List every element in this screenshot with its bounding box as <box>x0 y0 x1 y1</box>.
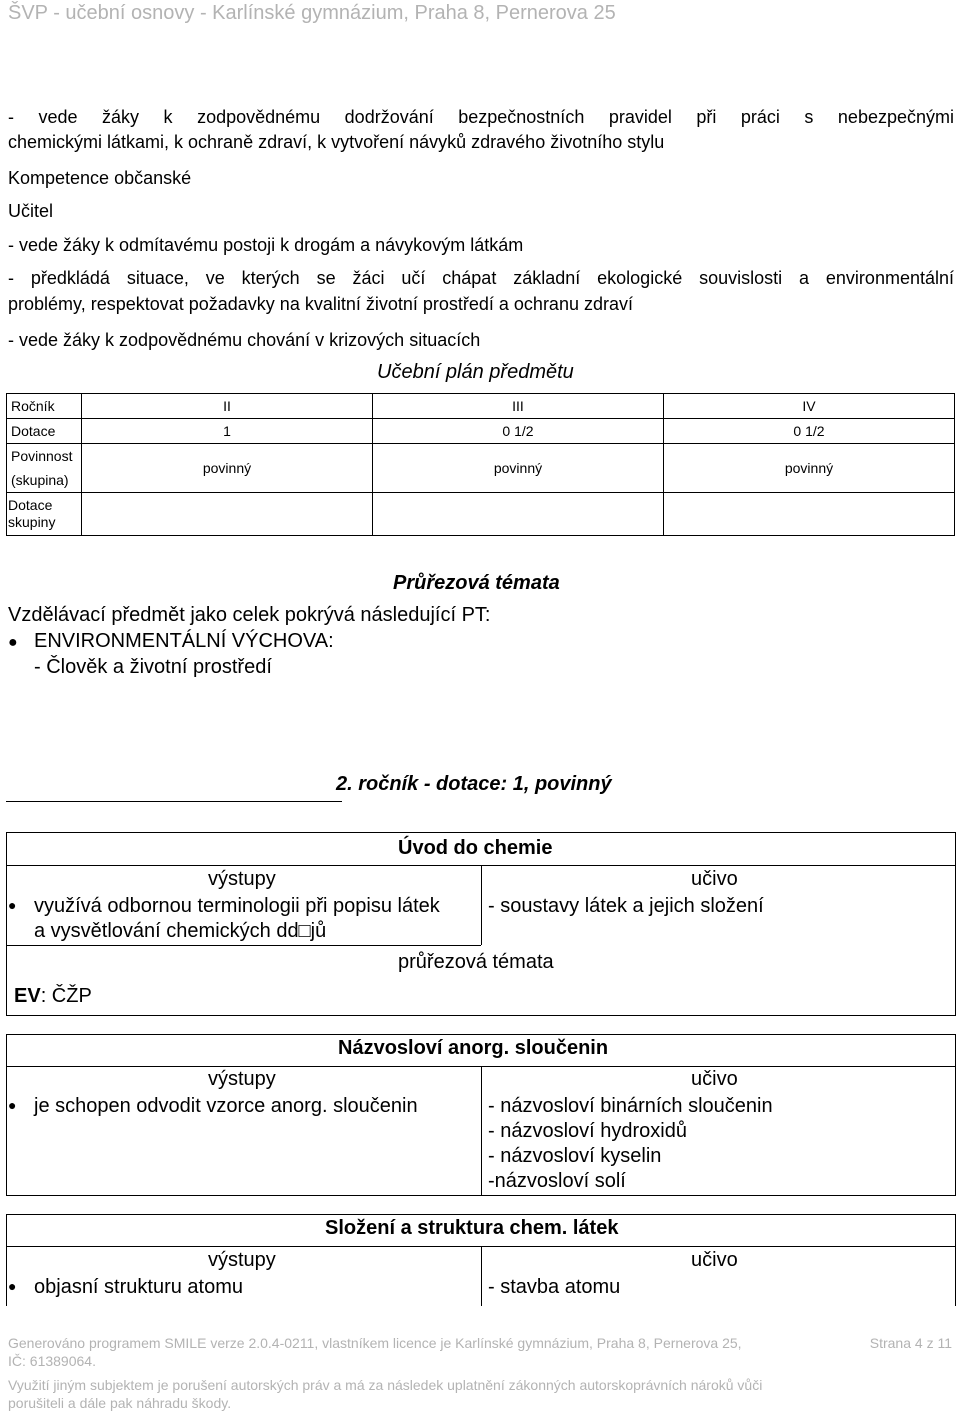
table-row <box>7 444 955 493</box>
divider <box>481 1066 482 1196</box>
bullet-icon <box>8 895 34 917</box>
teacher-label: Učitel <box>8 201 54 221</box>
page-number: Strana 4 z 11 <box>869 1335 952 1351</box>
themes-sub-item: - Člověk a životní prostředí <box>34 656 272 678</box>
footer-copyright: Využití jiným subjektem je porušení autorských práv a má za následek uplatnění zákonných autorskoprávních nároků vůči <box>8 1377 763 1393</box>
table-cell <box>82 493 373 536</box>
content-header: učivo <box>691 868 738 890</box>
divider <box>481 865 482 945</box>
table-cell: II <box>82 394 373 419</box>
section-title: Složení a struktura chem. látek <box>325 1217 619 1239</box>
row-label <box>7 493 82 536</box>
competence-item-2b: problémy, respektovat požadavky na kvalitní životní prostředí a ochranu zdraví <box>8 294 633 314</box>
theme-code: EV <box>14 985 41 1007</box>
bullet-icon <box>8 1276 34 1298</box>
table-cell <box>664 493 955 536</box>
row-label <box>7 444 82 493</box>
table-cell: 0 1/2 <box>664 419 955 444</box>
content-item: - názvosloví hydroxidů <box>488 1120 687 1142</box>
row-label: Dotace <box>7 419 82 444</box>
themes-title: Průřezová témata <box>393 572 560 594</box>
output-text: využívá odbornou terminologii při popisu látek <box>34 895 440 917</box>
content-item: - názvosloví kyselin <box>488 1145 662 1167</box>
themes-bullet <box>8 630 334 653</box>
study-plan-table <box>6 393 955 536</box>
bullet-icon: ● <box>8 634 18 651</box>
outputs-header: výstupy <box>208 1068 276 1090</box>
competence-item-2a: - předkládá situace, ve kterých se žáci učí chápat základní ekologické souvislosti a environmentální <box>8 268 954 288</box>
table-cell: povinný <box>82 444 373 493</box>
divider <box>6 1214 7 1306</box>
outputs-header: výstupy <box>208 868 276 890</box>
divider <box>955 1214 956 1306</box>
footer-generated: Generováno programem SMILE verze 2.0.4-0211, vlastníkem licence je Karlínské gymnázium, Praha 8, Pernerova 25, <box>8 1335 742 1351</box>
themes-header: průřezová témata <box>398 951 554 973</box>
table-cell: povinný <box>664 444 955 493</box>
row-label-line-2: (skupina) <box>11 472 69 488</box>
theme-value: : ČŽP <box>40 985 92 1007</box>
row-label: Ročník <box>7 394 82 419</box>
footer-copyright-cont: porušiteli a dále pak náhradu škody. <box>8 1395 232 1411</box>
footer-ic: IČ: 61389064. <box>8 1353 96 1369</box>
table-cell: 1 <box>82 419 373 444</box>
row-label-line-2: skupiny <box>8 514 56 530</box>
table-cell: IV <box>664 394 955 419</box>
intro-line-2: chemickými látkami, k ochraně zdraví, k vytvoření návyků zdravého životního stylu <box>8 132 665 152</box>
themes-intro: Vzdělávací předmět jako celek pokrývá následující PT: <box>8 604 491 626</box>
output-item <box>8 895 440 918</box>
section-title: Úvod do chemie <box>398 837 553 859</box>
content-header: učivo <box>691 1068 738 1090</box>
row-label-line-1: Dotace <box>8 497 53 513</box>
output-text: je schopen odvodit vzorce anorg. sloučenin <box>34 1095 418 1117</box>
table-row <box>7 394 955 419</box>
competence-heading: Kompetence občanské <box>8 168 192 188</box>
content-header: učivo <box>691 1249 738 1271</box>
section-title: Názvosloví anorg. sloučenin <box>338 1037 609 1059</box>
divider <box>6 945 481 946</box>
table-row <box>7 493 955 536</box>
content-item: - názvosloví binárních sloučenin <box>488 1095 773 1117</box>
table-cell: III <box>373 394 664 419</box>
table-row <box>7 419 955 444</box>
output-item-cont: a vysvětlování chemických dd□jů <box>34 920 327 942</box>
table-cell: 0 1/2 <box>373 419 664 444</box>
content-item: - soustavy látek a jejich složení <box>488 895 764 917</box>
content-item: - stavba atomu <box>488 1276 621 1298</box>
table-cell: povinný <box>373 444 664 493</box>
plan-title: Učební plán předmětu <box>377 361 574 383</box>
themes-bullet-text: ENVIRONMENTÁLNÍ VÝCHOVA: <box>34 630 334 652</box>
table-cell <box>373 493 664 536</box>
divider <box>481 1246 482 1306</box>
intro-line-1: - vede žáky k zodpovědnému dodržování bezpečnostních pravidel při práci s nebezpečnými <box>8 107 954 127</box>
output-item <box>8 1095 418 1118</box>
output-text: objasní strukturu atomu <box>34 1276 243 1298</box>
grade-underline <box>6 801 342 802</box>
competence-item-1: - vede žáky k odmítavému postoji k drogám a návykovým látkám <box>8 235 524 255</box>
document-header: ŠVP - učební osnovy - Karlínské gymnázium, Praha 8, Pernerova 25 <box>8 2 616 24</box>
content-item: -názvosloví solí <box>488 1170 626 1192</box>
divider <box>6 1214 956 1215</box>
output-item <box>8 1276 243 1299</box>
theme-entry <box>14 985 92 1008</box>
outputs-header: výstupy <box>208 1249 276 1271</box>
grade-title: 2. ročník - dotace: 1, povinný <box>336 773 612 795</box>
competence-item-3: - vede žáky k zodpovědnému chování v krizových situacích <box>8 330 481 350</box>
row-label-line-1: Povinnost <box>11 448 73 464</box>
bullet-icon <box>8 1095 34 1117</box>
